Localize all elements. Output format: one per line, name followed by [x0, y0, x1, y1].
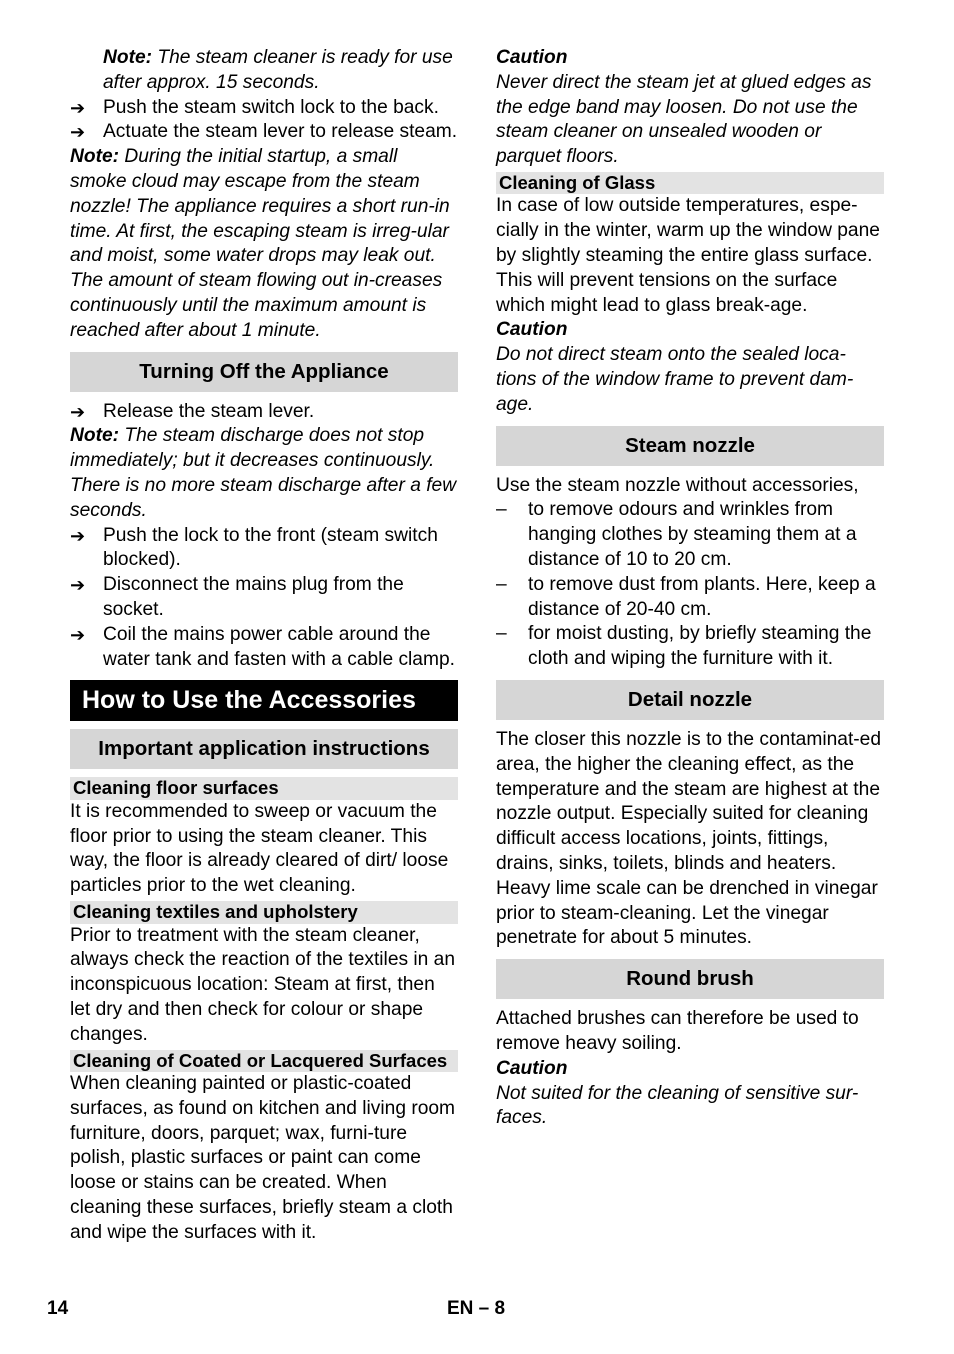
paragraph-round-brush: Attached brushes can therefore be used to remove heavy soiling.	[496, 1008, 859, 1054]
caution-glued-edges: Caution Never direct the steam jet at glued edges as the edge band may loosen. Do not use the steam cleaner on unsealed wooden or parquet floors.	[496, 47, 872, 168]
paragraph-coated: When cleaning painted or plastic-coated surfaces, as found on kitchen and living room furniture, doors, parquet; wax, furni-ture polish, plastic surfaces or paint can come loose or stains can be created. When cleaning these surfaces, briefly steam a cloth and wipe the surfaces with it.	[70, 1073, 456, 1243]
dash-icon: –	[496, 499, 507, 521]
dash-icon: –	[496, 623, 507, 645]
paragraph-detail: The closer this nozzle is to the contaminat-ed area, the higher the cleaning effect, as the temperature and the steam are highest at the nozzle output. Especially suited for cleaning difficult access locations, joints, fittings, drains, sinks, toilets, blinds and heaters. Heavy lime scale can be drenched in vinegar prior to steam-cleaning. Let the vinegar penetrate for about 5 minutes.	[496, 729, 882, 949]
heading-steam-nozzle: Steam nozzle	[496, 426, 884, 466]
list-item: – to remove odours and wrinkles from hanging clothes by steaming them at a distance of 10 to 20 cm.	[496, 498, 884, 572]
list-item: – to remove dust from plants. Here, keep a distance of 20-40 cm.	[496, 573, 884, 623]
paragraph-steam-intro: Use the steam nozzle without accessories,	[496, 474, 859, 496]
section-label: EN – 8	[447, 1298, 506, 1319]
arrow-right-icon: ➔	[70, 401, 86, 422]
arrow-right-icon: ➔	[70, 97, 86, 118]
subheading-floor: Cleaning floor surfaces	[70, 777, 458, 800]
list-item: – for moist dusting, by briefly steaming the cloth and wiping the furniture with it.	[496, 622, 884, 672]
subheading-coated: Cleaning of Coated or Lacquered Surfaces	[70, 1050, 458, 1073]
heading-accessories: How to Use the Accessories	[70, 680, 458, 721]
heading-round-brush: Round brush	[496, 959, 884, 999]
arrow-right-icon: ➔	[70, 624, 86, 645]
step-item: ➔ Actuate the steam lever to release steam.	[70, 120, 458, 145]
caution-window-frame: Caution Do not direct steam onto the sealed loca-tions of the window frame to prevent dam-age.	[496, 319, 854, 415]
paragraph-textiles: Prior to treatment with the steam cleaner, always check the reaction of the textiles in an inconspicuous location: Steam at first, then let dry and then check for colour or shape changes.	[70, 924, 456, 1045]
note-ready: Note: The steam cleaner is ready for use after approx. 15 seconds.	[103, 47, 453, 93]
arrow-right-icon: ➔	[70, 525, 86, 546]
dash-icon: –	[496, 573, 507, 595]
page-number: 14	[47, 1298, 69, 1319]
paragraph-floor: It is recommended to sweep or vacuum the floor prior to using the steam cleaner. This way, the floor is already cleared of dirt/ loose particles prior to the wet cleaning.	[70, 800, 449, 897]
heading-detail-nozzle: Detail nozzle	[496, 680, 884, 720]
step-item: ➔ Coil the mains power cable around the water tank and fasten with a cable clamp.	[70, 623, 458, 673]
step-item: ➔ Disconnect the mains plug from the socket.	[70, 573, 458, 623]
left-column	[70, 46, 458, 1246]
note-discharge: Note: The steam discharge does not stop immediately; but it decreases continuously. There is no more steam discharge after a few seconds.	[70, 425, 457, 521]
step-item: ➔ Push the steam switch lock to the back.	[70, 96, 458, 121]
heading-important-instructions: Important application instructions	[70, 729, 458, 769]
arrow-right-icon: ➔	[70, 575, 86, 596]
paragraph-glass: In case of low outside temperatures, espe-cially in the winter, warm up the window pane by slightly steaming the entire glass surface. This will prevent tensions on the surface which might lead to glass break-age.	[496, 195, 880, 316]
step-item: ➔ Release the steam lever.	[70, 400, 458, 425]
right-column	[496, 46, 884, 1131]
arrow-right-icon: ➔	[70, 122, 86, 143]
caution-sensitive-surfaces: Caution Not suited for the cleaning of sensitive sur-faces.	[496, 1057, 859, 1129]
subheading-glass: Cleaning of Glass	[496, 172, 884, 195]
heading-turning-off: Turning Off the Appliance	[70, 352, 458, 392]
note-startup: Note: During the initial startup, a small smoke cloud may escape from the steam nozzle! The appliance requires a short run-in time. At first, the escaping steam is irreg-ular and moist, some water drops may leak out. The amount of steam flowing out in-creases continuously until the maximum amount is reached after about 1 minute.	[70, 146, 450, 341]
subheading-textiles: Cleaning textiles and upholstery	[70, 901, 458, 924]
step-item: ➔ Push the lock to the front (steam switch blocked).	[70, 524, 458, 574]
